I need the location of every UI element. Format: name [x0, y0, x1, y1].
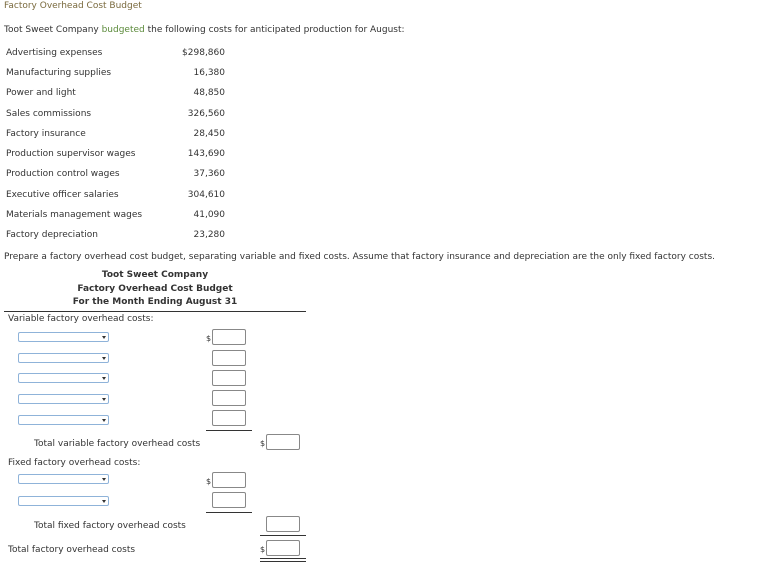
total-overhead-label: Total factory overhead costs — [8, 545, 136, 555]
variable-cost-select-3[interactable] — [18, 373, 109, 383]
dollar-sign: $ — [206, 334, 212, 343]
cost-value: 143,690 — [187, 149, 225, 159]
cost-value: 41,090 — [193, 210, 225, 220]
cost-label: Production control wages — [6, 169, 120, 179]
variable-cost-select-4[interactable] — [18, 394, 109, 404]
double-rule-bottom — [260, 561, 306, 562]
cost-value: 48,850 — [193, 88, 225, 98]
variable-cost-select-2[interactable] — [18, 353, 109, 363]
cost-value: 28,450 — [193, 129, 225, 139]
cost-label: Sales commissions — [6, 109, 92, 119]
chevron-down-icon — [102, 500, 106, 503]
variable-amount-input-5[interactable] — [212, 410, 246, 426]
total-variable-input[interactable] — [266, 434, 300, 450]
budgeted-link[interactable]: budgeted — [101, 25, 145, 35]
intro-text — [4, 25, 405, 35]
chevron-down-icon — [102, 398, 106, 401]
total-variable-label: Total variable factory overhead costs — [34, 439, 201, 449]
cost-label: Production supervisor wages — [6, 149, 136, 159]
company-name: Toot Sweet Company — [101, 270, 209, 280]
page-title: Factory Overhead Cost Budget — [4, 1, 142, 11]
cost-label: Manufacturing supplies — [6, 68, 112, 78]
fixed-amount-input-1[interactable] — [212, 472, 246, 488]
cost-label: Executive officer salaries — [6, 190, 119, 200]
cost-value: 304,610 — [187, 190, 225, 200]
dollar-sign: $ — [206, 477, 212, 486]
total-fixed-input[interactable] — [266, 516, 300, 532]
variable-cost-select-1[interactable] — [18, 332, 109, 342]
cost-value: 326,560 — [187, 109, 225, 119]
cost-value: 37,360 — [193, 169, 225, 179]
variable-amount-input-2[interactable] — [212, 350, 246, 366]
dollar-sign: $ — [260, 545, 266, 554]
cost-label: Power and light — [6, 88, 76, 98]
chevron-down-icon — [102, 377, 106, 380]
chevron-down-icon — [102, 478, 106, 481]
total-fixed-label: Total fixed factory overhead costs — [34, 521, 186, 531]
variable-amount-input-4[interactable] — [212, 390, 246, 406]
double-rule-top — [260, 558, 306, 559]
fixed-cost-select-2[interactable] — [18, 496, 109, 506]
cost-value: $298,860 — [182, 48, 225, 58]
subtotal-rule — [206, 430, 252, 431]
subtotal-rule — [260, 535, 306, 536]
variable-amount-input-1[interactable] — [212, 329, 246, 345]
cost-label: Advertising expenses — [6, 48, 103, 58]
dollar-sign: $ — [260, 439, 266, 448]
intro-prefix: Toot Sweet Company — [4, 25, 102, 35]
chevron-down-icon — [102, 336, 106, 339]
variable-heading: Variable factory overhead costs: — [8, 314, 154, 324]
chevron-down-icon — [102, 419, 106, 422]
variable-cost-select-5[interactable] — [18, 415, 109, 425]
fixed-heading: Fixed factory overhead costs: — [8, 458, 141, 468]
cost-value: 23,280 — [193, 230, 225, 240]
header-rule — [4, 311, 306, 312]
report-title: Factory Overhead Cost Budget — [77, 284, 233, 294]
total-overhead-input[interactable] — [266, 540, 300, 556]
cost-label: Factory depreciation — [6, 230, 98, 240]
fixed-amount-input-2[interactable] — [212, 492, 246, 508]
fixed-cost-select-1[interactable] — [18, 474, 109, 484]
subtotal-rule — [206, 512, 252, 513]
cost-label: Factory insurance — [6, 129, 86, 139]
instructions: Prepare a factory overhead cost budget, separating variable and fixed costs. Assume that factory insurance and depreciation are the only fixed factory costs. — [4, 252, 715, 262]
variable-amount-input-3[interactable] — [212, 370, 246, 386]
chevron-down-icon — [102, 357, 106, 360]
intro-suffix: the following costs for anticipated production for August: — [144, 25, 405, 35]
report-period: For the Month Ending August 31 — [72, 297, 238, 307]
cost-label: Materials management wages — [6, 210, 143, 220]
cost-value: 16,380 — [193, 68, 225, 78]
